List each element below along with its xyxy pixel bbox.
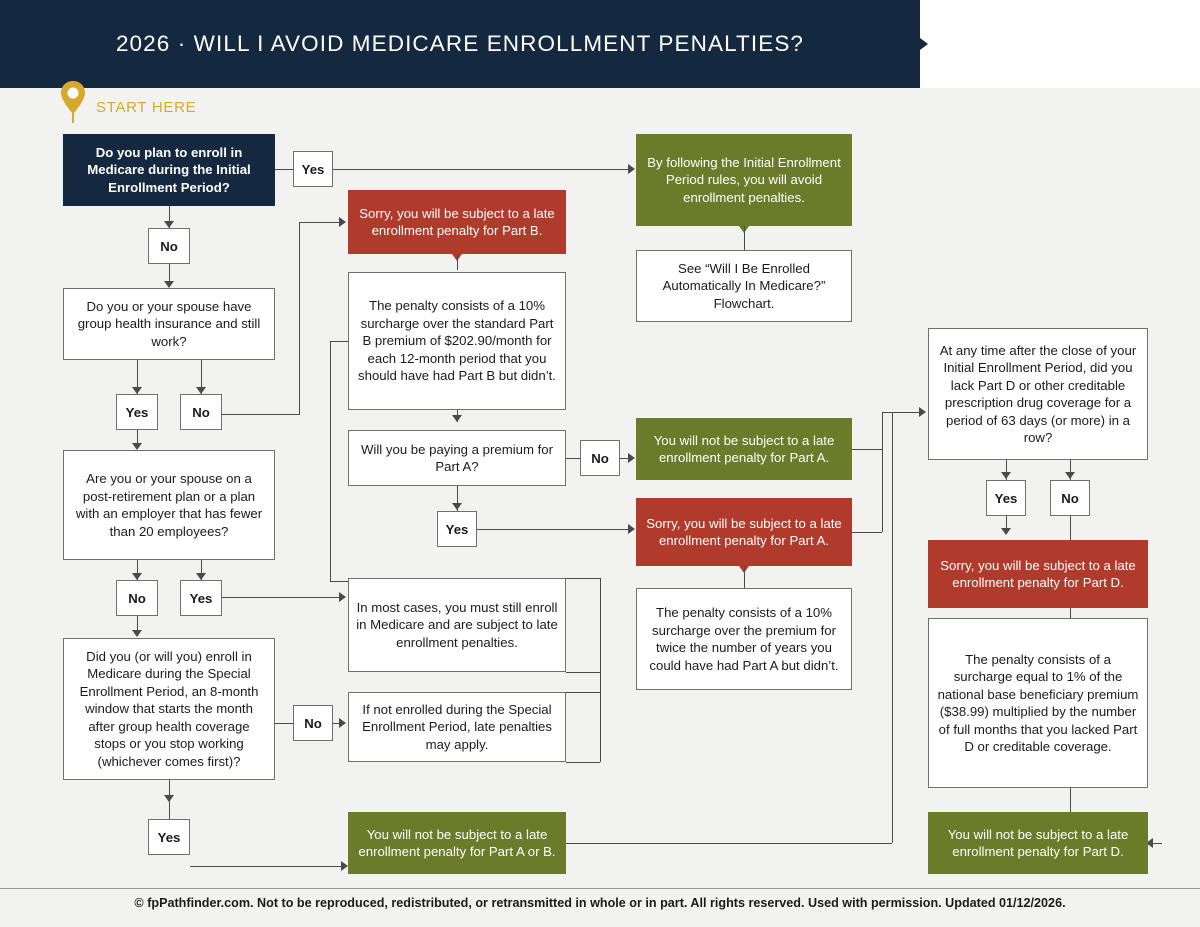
node-part-b-penalty-detail: The penalty consists of a 10% surcharge over the standard Part B premium of $202.90/month for each 12-month period that you should have had Part B but didn’t. — [348, 272, 566, 410]
connector — [892, 412, 893, 843]
node-special-enrollment-question: Did you (or will you) enroll in Medicare during the Special Enrollment Period, an 8-month window that starts the month after group health coverage stops or you stop working (whichever comes first)? — [63, 638, 275, 780]
node-part-a-premium-question: Will you be paying a premium for Part A? — [348, 430, 566, 486]
connector-arrow — [919, 407, 926, 417]
connector — [275, 169, 293, 170]
node-must-still-enroll: In most cases, you must still enroll in Medicare and are subject to late enrollment penalties. — [348, 578, 566, 672]
connector — [882, 412, 883, 449]
connector-arrow — [164, 221, 174, 228]
connector — [333, 169, 629, 170]
node-part-d-gap-question: At any time after the close of your Initial Enrollment Period, did you lack Part D or other creditable prescription drug coverage for a period of 63 days (or more) in a row? — [928, 328, 1148, 460]
page-title: 2026 · WILL I AVOID MEDICARE ENROLLMENT PENALTIES? — [115, 31, 805, 56]
label-yes: Yes — [986, 480, 1026, 516]
node-group-health-question: Do you or your spouse have group health insurance and still work? — [63, 288, 275, 360]
connector — [566, 762, 600, 763]
connector — [477, 529, 629, 530]
node-no-part-a-penalty: You will not be subject to a late enrollment penalty for Part A. — [636, 418, 852, 480]
connector-arrow — [132, 573, 142, 580]
connector — [190, 866, 342, 867]
connector-arrow — [1065, 472, 1075, 479]
label-no: No — [180, 394, 222, 430]
node-no-penalty-part-a-or-b: You will not be subject to a late enrollment penalty for Part A or B. — [348, 812, 566, 874]
connector — [566, 843, 892, 844]
connector-arrow — [1001, 528, 1011, 535]
node-part-d-penalty: Sorry, you will be subject to a late enrollment penalty for Part D. — [928, 540, 1148, 608]
start-here-label: START HERE — [96, 99, 197, 116]
connector-arrow — [1001, 472, 1011, 479]
connector — [744, 566, 745, 588]
map-pin-icon — [59, 80, 87, 124]
connector-arrow — [196, 573, 206, 580]
node-post-retirement-question: Are you or your spouse on a post-retirement plan or a plan with an employer that has fewer than 20 employees? — [63, 450, 275, 560]
connector — [275, 723, 293, 724]
node-no-part-d-penalty: You will not be subject to a late enrollment penalty for Part D. — [928, 812, 1148, 874]
footer-copyright: © fpPathfinder.com. Not to be reproduced, redistributed, or retransmitted in whole or in part. All rights reserved. Used with permission. Updated 01/12/2026. — [134, 896, 1066, 910]
connector-arrow — [132, 443, 142, 450]
node-part-b-penalty: Sorry, you will be subject to a late enrollment penalty for Part B. — [348, 190, 566, 254]
connector-arrow — [452, 503, 462, 510]
connector-arrow — [132, 387, 142, 394]
connector-arrow — [164, 795, 174, 802]
node-part-a-penalty-detail: The penalty consists of a 10% surcharge over the premium for twice the number of years you could have had Part A but didn’t. — [636, 588, 852, 690]
connector-arrow — [628, 524, 635, 534]
connector — [457, 254, 458, 270]
label-yes: Yes — [180, 580, 222, 616]
connector-arrow — [196, 387, 206, 394]
node-part-d-penalty-detail: The penalty consists of a surcharge equal to 1% of the national base beneficiary premium ($38.99) multiplied by the number of full months that you lacked Part D or creditable coverage. — [928, 618, 1148, 788]
connector — [299, 222, 341, 223]
label-yes: Yes — [293, 151, 333, 187]
label-yes: Yes — [148, 819, 190, 855]
connector — [330, 341, 348, 342]
label-no: No — [293, 705, 333, 741]
connector — [852, 532, 882, 533]
connector-arrow — [339, 217, 346, 227]
connector — [330, 341, 331, 581]
node-see-flowchart: See “Will I Be Enrolled Automatically In Medicare?” Flowchart. — [636, 250, 852, 322]
connector-arrow — [628, 164, 635, 174]
connector — [330, 581, 348, 582]
label-yes: Yes — [437, 511, 477, 547]
connector — [600, 578, 601, 762]
connector — [882, 412, 920, 413]
connector — [566, 458, 580, 459]
connector — [299, 222, 300, 414]
header-arrow-icon — [920, 38, 928, 50]
connector-arrow — [339, 718, 346, 728]
connector-arrow — [132, 630, 142, 637]
connector — [566, 578, 600, 579]
label-no: No — [1050, 480, 1090, 516]
connector — [222, 414, 300, 415]
node-initial-enrollment-question: Do you plan to enroll in Medicare during the Initial Enrollment Period? — [63, 134, 275, 206]
node-if-not-enrolled: If not enrolled during the Special Enrollment Period, late penalties may apply. — [348, 692, 566, 762]
node-avoid-penalties: By following the Initial Enrollment Period rules, you will avoid enrollment penalties. — [636, 134, 852, 226]
connector-arrow — [339, 592, 346, 602]
connector-arrow — [452, 415, 462, 422]
header-right-panel — [920, 0, 1200, 88]
label-yes: Yes — [116, 394, 158, 430]
connector — [222, 597, 340, 598]
connector-arrow — [341, 861, 348, 871]
connector — [744, 226, 745, 250]
connector — [566, 692, 600, 693]
connector — [566, 672, 600, 673]
footer-divider — [0, 888, 1200, 889]
connector — [169, 802, 170, 819]
connector-arrow — [164, 281, 174, 288]
connector — [882, 449, 883, 532]
label-no: No — [148, 228, 190, 264]
label-no: No — [116, 580, 158, 616]
connector — [852, 449, 882, 450]
label-no: No — [580, 440, 620, 476]
connector-arrow — [628, 453, 635, 463]
node-part-a-penalty: Sorry, you will be subject to a late enrollment penalty for Part A. — [636, 498, 852, 566]
